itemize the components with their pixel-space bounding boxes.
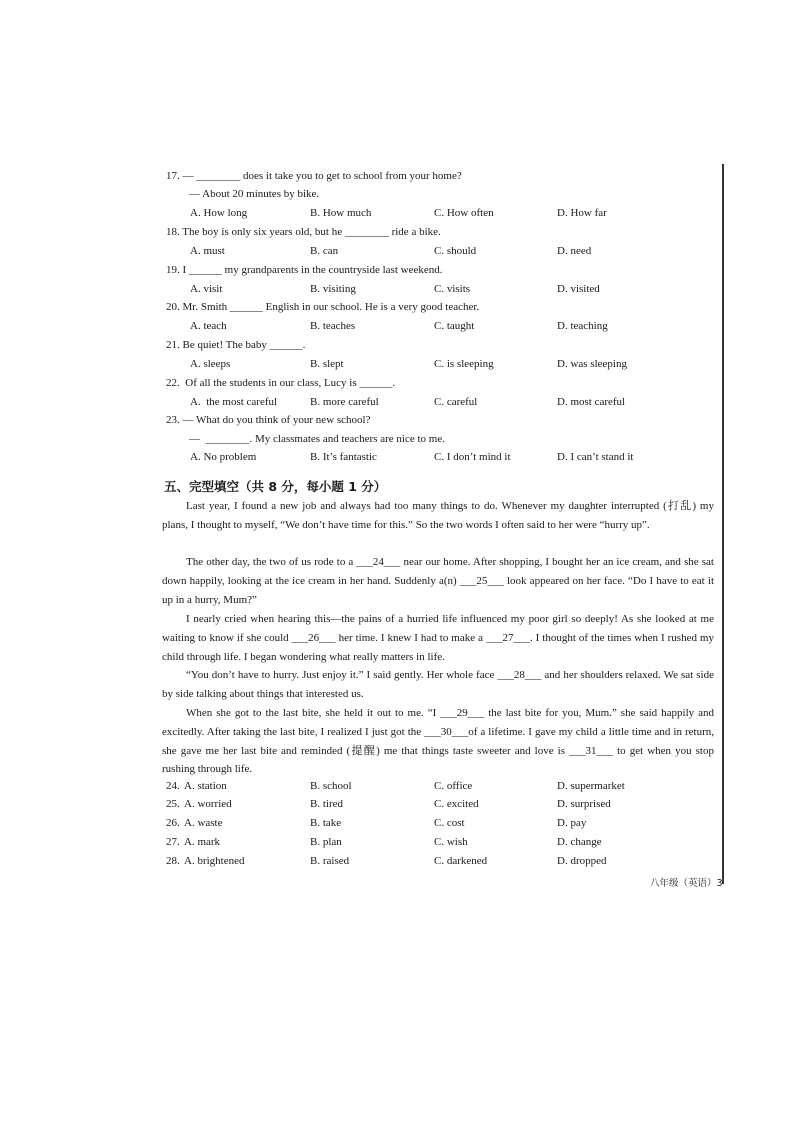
q20-option-b: B. teaches xyxy=(310,320,356,332)
cloze-24-number: 24. xyxy=(166,780,180,792)
cloze-24-option-d: D. supermarket xyxy=(557,780,625,792)
cloze-27-option-b: B. plan xyxy=(310,836,342,848)
q20-option-a: A. teach xyxy=(190,320,227,332)
q23-option-d: D. I can’t stand it xyxy=(557,451,634,463)
cloze-24-option-b: B. school xyxy=(310,780,352,792)
q17-option-b: B. How much xyxy=(310,207,372,219)
cloze-27-number: 27. xyxy=(166,836,180,848)
passage-paragraph-3: I nearly cried when hearing this—the pains of a hurried life influenced my poor girl so deeply! As she looked at me waiting to know if she could ___26___ her time. I knew I had to make a ___27___. I thought of the times when I rushed my child through life. I began wondering what really matters in life. xyxy=(162,613,714,663)
cloze-27-option-d: D. change xyxy=(557,836,602,848)
question-17-reply: — About 20 minutes by bike. xyxy=(189,188,320,200)
page-footer: 八年级（英语）3 xyxy=(650,878,723,889)
q21-option-a: A. sleeps xyxy=(190,358,231,370)
cloze-28-number: 28. xyxy=(166,855,180,867)
margin-rule xyxy=(722,164,724,884)
question-22-stem: 22. Of all the students in our class, Lucy is ______. xyxy=(166,377,396,389)
q22-option-b: B. more careful xyxy=(310,396,379,408)
cloze-24-option-c: C. office xyxy=(434,780,473,792)
cloze-25-option-d: D. surprised xyxy=(557,798,611,810)
q17-option-d: D. How far xyxy=(557,207,607,219)
cloze-25-option-a: A. worried xyxy=(184,798,232,810)
q19-option-d: D. visited xyxy=(557,283,600,295)
q18-option-d: D. need xyxy=(557,245,592,257)
cloze-27-option-c: C. wish xyxy=(434,836,468,848)
cloze-26-option-d: D. pay xyxy=(557,817,587,829)
q21-option-c: C. is sleeping xyxy=(434,358,494,370)
q17-option-a: A. How long xyxy=(190,207,248,219)
q18-option-b: B. can xyxy=(310,245,339,257)
q22-option-c: C. careful xyxy=(434,396,478,408)
cloze-25-number: 25. xyxy=(166,798,180,810)
q17-option-c: C. How often xyxy=(434,207,494,219)
cloze-24-option-a: A. station xyxy=(184,780,227,792)
question-21-stem: 21. Be quiet! The baby ______. xyxy=(166,339,306,351)
q21-option-d: D. was sleeping xyxy=(557,358,627,370)
passage-paragraph-1: Last year, I found a new job and always had too many things to do. Whenever my daughter interrupted (打乱) my plans, I thought to myself, “We don’t have time for this.” So the two words I often said to her were “hurry up”. xyxy=(162,500,714,531)
cloze-26-option-c: C. cost xyxy=(434,817,465,829)
q19-option-b: B. visiting xyxy=(310,283,356,295)
q21-option-b: B. slept xyxy=(310,358,344,370)
cloze-27-option-a: A. mark xyxy=(184,836,221,848)
passage-paragraph-2: The other day, the two of us rode to a ___24___ near our home. After shopping, I bought her an ice cream, and she sat down happily, looking at the ice cream in her hand. Suddenly a(n) ___25___ look appeared on her face. “Do I have to eat it up in a hurry, Mum?” xyxy=(162,556,714,606)
cloze-28-option-c: C. darkened xyxy=(434,855,488,867)
question-23-reply: — ________. My classmates and teachers are nice to me. xyxy=(189,433,445,445)
question-23-stem: 23. — What do you think of your new school? xyxy=(166,414,371,426)
q22-option-d: D. most careful xyxy=(557,396,626,408)
cloze-28-option-b: B. raised xyxy=(310,855,350,867)
q20-option-d: D. teaching xyxy=(557,320,608,332)
question-18-stem: 18. The boy is only six years old, but he ________ ride a bike. xyxy=(166,226,441,238)
q18-option-c: C. should xyxy=(434,245,477,257)
q23-option-c: C. I don’t mind it xyxy=(434,451,511,463)
passage-paragraph-4: “You don’t have to hurry. Just enjoy it.” I said gently. Her whole face ___28___ and her shoulders relaxed. We sat side by side talking about things that interested us. xyxy=(162,669,714,700)
cloze-26-number: 26. xyxy=(166,817,180,829)
q22-option-a: A. the most careful xyxy=(190,396,278,408)
question-17-stem: 17. — ________ does it take you to get to school from your home? xyxy=(166,170,462,182)
cloze-25-option-c: C. excited xyxy=(434,798,479,810)
q18-option-a: A. must xyxy=(190,245,225,257)
q19-option-a: A. visit xyxy=(190,283,223,295)
q23-option-b: B. It’s fantastic xyxy=(310,451,377,463)
section-heading: 五、完型填空（共 8 分，每小题 1 分） xyxy=(164,479,387,494)
cloze-28-option-d: D. dropped xyxy=(557,855,607,867)
cloze-26-option-b: B. take xyxy=(310,817,342,829)
question-20-stem: 20. Mr. Smith ______ English in our school. He is a very good teacher. xyxy=(166,301,480,313)
q20-option-c: C. taught xyxy=(434,320,475,332)
q23-option-a: A. No problem xyxy=(190,451,257,463)
cloze-26-option-a: A. waste xyxy=(184,817,223,829)
cloze-25-option-b: B. tired xyxy=(310,798,343,810)
q19-option-c: C. visits xyxy=(434,283,471,295)
cloze-28-option-a: A. brightened xyxy=(184,855,245,867)
question-19-stem: 19. I ______ my grandparents in the countryside last weekend. xyxy=(166,264,443,276)
passage-paragraph-5: When she got to the last bite, she held it out to me. “I ___29___ the last bite for you, Mum.” she said happily and excitedly. After taking the last bite, I realized I just got the ___30___of a lifetime. I gave my child a little time and in return, she gave me her last bite and reminded (提醒) me that things taste sweeter and love is ___31___ to get when you stop rushing through life. xyxy=(162,707,714,776)
